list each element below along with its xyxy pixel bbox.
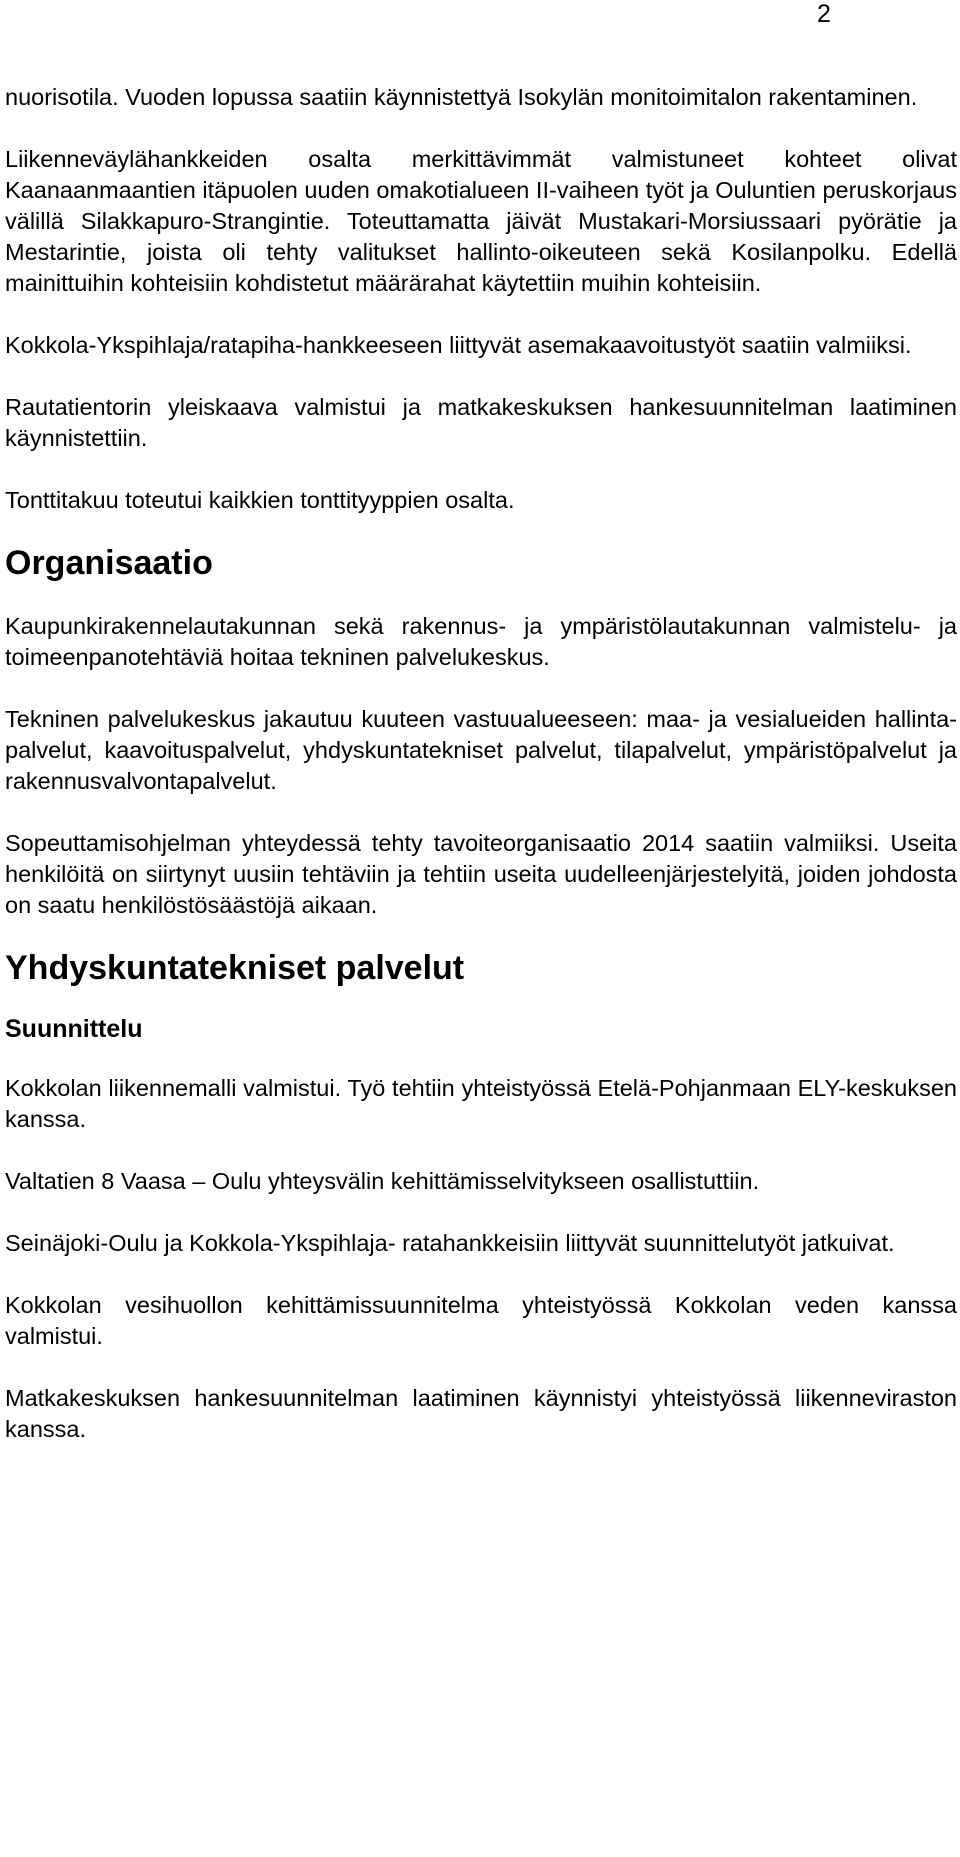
heading-yhdyskuntatekniset-palvelut: Yhdyskuntatekniset palvelut <box>5 949 465 987</box>
paragraph-matkakeskus: Matkakeskuksen hankesuunnitelman laatiminen käynnistyi yhteistyössä liikenneviraston kanssa. <box>5 1385 957 1442</box>
paragraph-nuorisotila: nuorisotila. Vuoden lopussa saatiin käynnistettyä Isokylän monitoimitalon rakentaminen. <box>5 84 918 110</box>
paragraph-ratahankkeet: Seinäjoki-Oulu ja Kokkola-Ykspihlaja- ratahankkeisiin liittyvät suunnittelutyöt jatkuivat. <box>5 1230 895 1256</box>
paragraph-tonttitakuu: Tonttitakuu toteutui kaikkien tonttityyppien osalta. <box>5 487 515 513</box>
paragraph-vesihuolto: Kokkolan vesihuollon kehittämissuunnitelma yhteistyössä Kokkolan veden kanssa valmistui. <box>5 1292 957 1349</box>
paragraph-sopeuttamisohjelma: Sopeuttamisohjelman yhteydessä tehty tavoiteorganisaatio 2014 saatiin valmiiksi. Useita henkilöitä on siirtynyt uusiin tehtäviin ja tehtiin useita uudelleenjärjestelyitä, joiden johdosta on saatu henkilöstösäästöjä aikaan. <box>5 830 957 918</box>
paragraph-rautatientori: Rautatientorin yleiskaava valmistui ja matkakeskuksen hankesuunnitelman laatiminen käynnistettiin. <box>5 394 957 451</box>
document-body <box>5 82 957 1445</box>
paragraph-ykspihlaja: Kokkola-Ykspihlaja/ratapiha-hankkeeseen liittyvät asemakaavoitustyöt saatiin valmiiksi. <box>5 332 912 358</box>
page-number: 2 <box>817 0 831 28</box>
heading-organisaatio: Organisaatio <box>5 544 213 582</box>
heading-suunnittelu: Suunnittelu <box>5 1015 143 1043</box>
paragraph-liikennemalli: Kokkolan liikennemalli valmistui. Työ tehtiin yhteistyössä Etelä-Pohjanmaan ELY-keskuksen kanssa. <box>5 1075 957 1132</box>
paragraph-lautakunnat: Kaupunkirakennelautakunnan sekä rakennus- ja ympäristölautakunnan valmistelu- ja toimeenpanotehtäviä hoitaa tekninen palvelukeskus. <box>5 613 957 670</box>
paragraph-valtatie-8: Valtatien 8 Vaasa – Oulu yhteysvälin kehittämisselvitykseen osallistuttiin. <box>5 1168 760 1194</box>
paragraph-vastuualueet: Tekninen palvelukeskus jakautuu kuuteen vastuualueeseen: maa- ja vesialueiden hallinta-palvelut, kaavoituspalvelut, yhdyskuntatekniset palvelut, tilapalvelut, ympäristöpalvelut ja rakennusvalvontapalvelut. <box>5 706 957 794</box>
paragraph-liikennevaylat: Liikenneväylähankkeiden osalta merkittävimmät valmistuneet kohteet olivat Kaanaanmaantien itäpuolen uuden omakotialueen II-vaiheen työt ja Ouluntien peruskorjaus välillä Silakkapuro-Strangintie. Toteuttamatta jäivät Mustakari-Morsiussaari pyörätie ja Mestarintie, joista oli tehty valitukset hallinto-oikeuteen sekä Kosilanpolku. Edellä mainittuihin kohteisiin kohdistetut määrärahat käytettiin muihin kohteisiin. <box>5 146 957 296</box>
